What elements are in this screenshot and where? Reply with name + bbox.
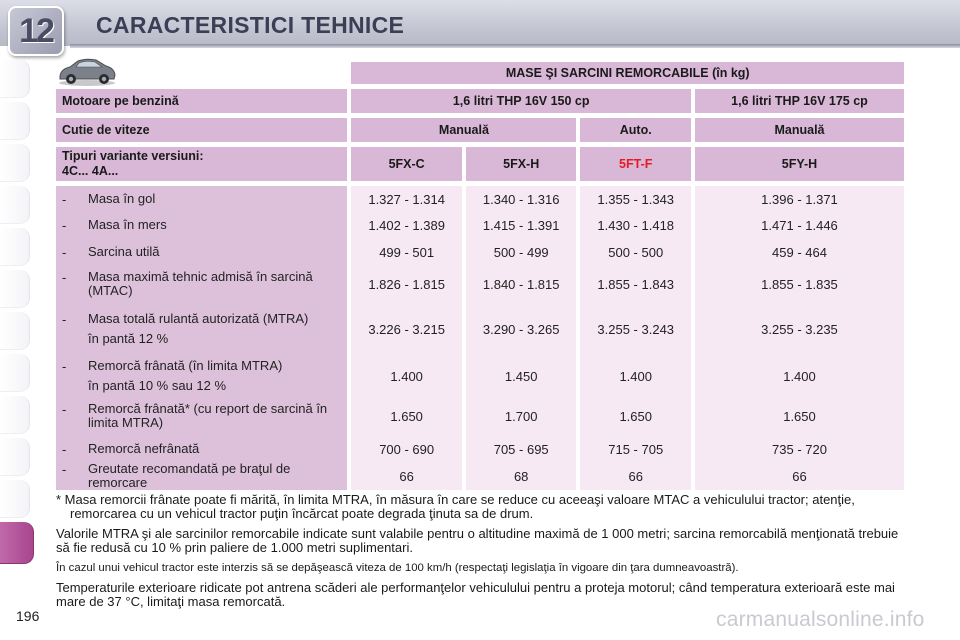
table-row <box>56 436 904 462</box>
row-value: 3.290 - 3.265 <box>466 302 577 356</box>
row-label-sub: în pantă 10 % sau 12 % <box>88 378 227 393</box>
chapter-number-badge[interactable]: 12 <box>8 6 64 56</box>
row-value: 705 - 695 <box>466 436 577 462</box>
row-value: 1.650 <box>580 396 691 436</box>
row-value: 500 - 500 <box>580 238 691 266</box>
side-tab[interactable] <box>0 438 30 476</box>
notes-section <box>56 493 906 615</box>
row-value: 1.840 - 1.815 <box>466 266 577 302</box>
row-dash: - <box>62 244 67 260</box>
row-label <box>56 356 347 396</box>
row-value: 1.400 <box>580 356 691 396</box>
note-paragraph: Valorile MTRA şi ale sarcinilor remorcabile indicate sunt valabile pentru o altitudine maximă de 1 000 metri; sarcina remorcabilă menţionată trebuie să fie redusă cu 10 % prin paliere de 1.000 metri suplimentari. <box>56 526 899 555</box>
masses-table <box>52 62 908 490</box>
row-value: 66 <box>695 462 904 490</box>
variants-label-line1: Tipuri variante versiuni: <box>62 149 204 163</box>
row-value: 1.855 - 1.843 <box>580 266 691 302</box>
row-label-text: Masa în gol <box>88 190 156 206</box>
watermark: carmanualsonline.info <box>716 608 925 631</box>
row-label <box>56 186 347 212</box>
row-label <box>56 302 347 356</box>
row-value: 68 <box>466 462 577 490</box>
footnote: * Masa remorcii frânate poate fi mărită, în limita MTRA, în măsura în care se reduce cu aceeaşi valoare MTAC a vehiculului tractor; atenţie, remorcarea cu un vehicul tractor puţin încărcat poate degrada ţinuta sa de drum. <box>56 492 855 521</box>
row-value: 1.826 - 1.815 <box>351 266 462 302</box>
row-value: 3.255 - 3.243 <box>580 302 691 356</box>
row-value: 1.430 - 1.418 <box>580 212 691 238</box>
gearbox-label: Cutie de viteze <box>56 118 347 142</box>
variant-code: 5FY-H <box>695 147 904 181</box>
table-row <box>56 266 904 302</box>
row-value: 1.855 - 1.835 <box>695 266 904 302</box>
row-value: 1.327 - 1.314 <box>351 186 462 212</box>
chapter-title: CARACTERISTICI TEHNICE <box>96 12 405 38</box>
row-dash: - <box>62 462 67 477</box>
row-label-text: Sarcina utilă <box>88 243 160 259</box>
row-dash: - <box>62 312 67 327</box>
row-label-text: Masa în mers <box>88 216 167 232</box>
row-label-text: Greutate recomandată pe braţul de remorcare <box>88 461 291 490</box>
gearbox-value: Auto. <box>580 118 691 142</box>
side-tab[interactable] <box>0 186 30 224</box>
variants-label <box>56 147 347 181</box>
row-value: 700 - 690 <box>351 436 462 462</box>
masses-table-container <box>56 62 904 490</box>
row-dash: - <box>62 217 67 233</box>
engine-label: Motoare pe benzină <box>56 89 347 113</box>
side-tab[interactable] <box>0 270 30 308</box>
side-tab[interactable] <box>0 480 30 518</box>
side-tab[interactable] <box>0 228 30 266</box>
side-tab[interactable] <box>0 354 30 392</box>
table-row <box>56 302 904 356</box>
gearbox-row <box>56 118 904 142</box>
note-paragraph: În cazul unui vehicul tractor este interzis să se depăşească viteza de 100 km/h (respectaţi legislaţia în vigoare din ţara dumneavoastră). <box>56 562 739 574</box>
row-value: 1.415 - 1.391 <box>466 212 577 238</box>
row-label <box>56 436 347 462</box>
row-value: 1.400 <box>695 356 904 396</box>
row-label-text: Remorcă frânată (în limita MTRA) <box>88 358 283 373</box>
row-value: 499 - 501 <box>351 238 462 266</box>
table-row <box>56 356 904 396</box>
side-tab[interactable] <box>0 102 30 140</box>
gearbox-value: Manuală <box>695 118 904 142</box>
row-value: 1.700 <box>466 396 577 436</box>
table-row <box>56 462 904 490</box>
row-value: 3.255 - 3.235 <box>695 302 904 356</box>
table-row <box>56 186 904 212</box>
row-value: 459 - 464 <box>695 238 904 266</box>
row-value: 1.355 - 1.343 <box>580 186 691 212</box>
engine-row <box>56 89 904 113</box>
variant-code: 5FX-C <box>351 147 462 181</box>
side-tab[interactable] <box>0 396 30 434</box>
row-value: 1.340 - 1.316 <box>466 186 577 212</box>
row-value: 715 - 705 <box>580 436 691 462</box>
row-dash: - <box>62 441 67 457</box>
side-tab[interactable] <box>0 312 30 350</box>
row-value: 1.396 - 1.371 <box>695 186 904 212</box>
row-label-text: Remorcă nefrânată <box>88 440 200 456</box>
row-value: 66 <box>580 462 691 490</box>
row-value: 1.402 - 1.389 <box>351 212 462 238</box>
table-row <box>56 396 904 436</box>
table-row <box>56 238 904 266</box>
row-dash: - <box>62 270 67 285</box>
note-paragraph: Temperaturile exterioare ridicate pot antrena scăderi ale performanţelor vehiculului pentru a proteja motorul; când temperatura exterioară este mai mare de 37 °C, limitaţi masa remorcată. <box>56 580 895 609</box>
table-row <box>56 212 904 238</box>
row-value: 1.471 - 1.446 <box>695 212 904 238</box>
row-value: 1.650 <box>695 396 904 436</box>
row-label <box>56 396 347 436</box>
row-label-text: Masa maximă tehnic admisă în sarcină (MTAC) <box>88 269 313 298</box>
chapter-side-tabs <box>0 60 32 568</box>
row-value: 3.226 - 3.215 <box>351 302 462 356</box>
variants-label-line2: 4C... 4A... <box>62 164 119 178</box>
table-title: MASE ŞI SARCINI REMORCABILE (în kg) <box>351 62 904 84</box>
variants-row <box>56 147 904 181</box>
row-value: 1.450 <box>466 356 577 396</box>
side-tab-active[interactable] <box>0 522 34 564</box>
row-value: 66 <box>351 462 462 490</box>
row-label <box>56 266 347 302</box>
row-dash: - <box>62 359 67 374</box>
variant-code-highlighted: 5FT-F <box>580 147 691 181</box>
row-dash: - <box>62 402 67 417</box>
table-body <box>56 186 904 490</box>
row-value: 500 - 499 <box>466 238 577 266</box>
side-tab[interactable] <box>0 144 30 182</box>
row-value: 1.400 <box>351 356 462 396</box>
engine-175cp: 1,6 litri THP 16V 175 cp <box>695 89 904 113</box>
row-label <box>56 462 347 490</box>
table-title-row <box>56 62 904 84</box>
variant-code: 5FX-H <box>466 147 577 181</box>
engine-150cp: 1,6 litri THP 16V 150 cp <box>351 89 691 113</box>
page-number: 196 <box>16 608 40 624</box>
side-tab[interactable] <box>0 60 30 98</box>
row-label-text: Masa totală rulantă autorizată (MTRA) <box>88 311 309 326</box>
row-label <box>56 238 347 266</box>
header-divider <box>70 44 960 48</box>
row-value: 735 - 720 <box>695 436 904 462</box>
row-label <box>56 212 347 238</box>
row-label-sub: în pantă 12 % <box>88 331 169 346</box>
row-value: 1.650 <box>351 396 462 436</box>
row-dash: - <box>62 191 67 207</box>
row-label-text: Remorcă frânată* (cu report de sarcină în limita MTRA) <box>88 401 328 430</box>
gearbox-value: Manuală <box>351 118 576 142</box>
